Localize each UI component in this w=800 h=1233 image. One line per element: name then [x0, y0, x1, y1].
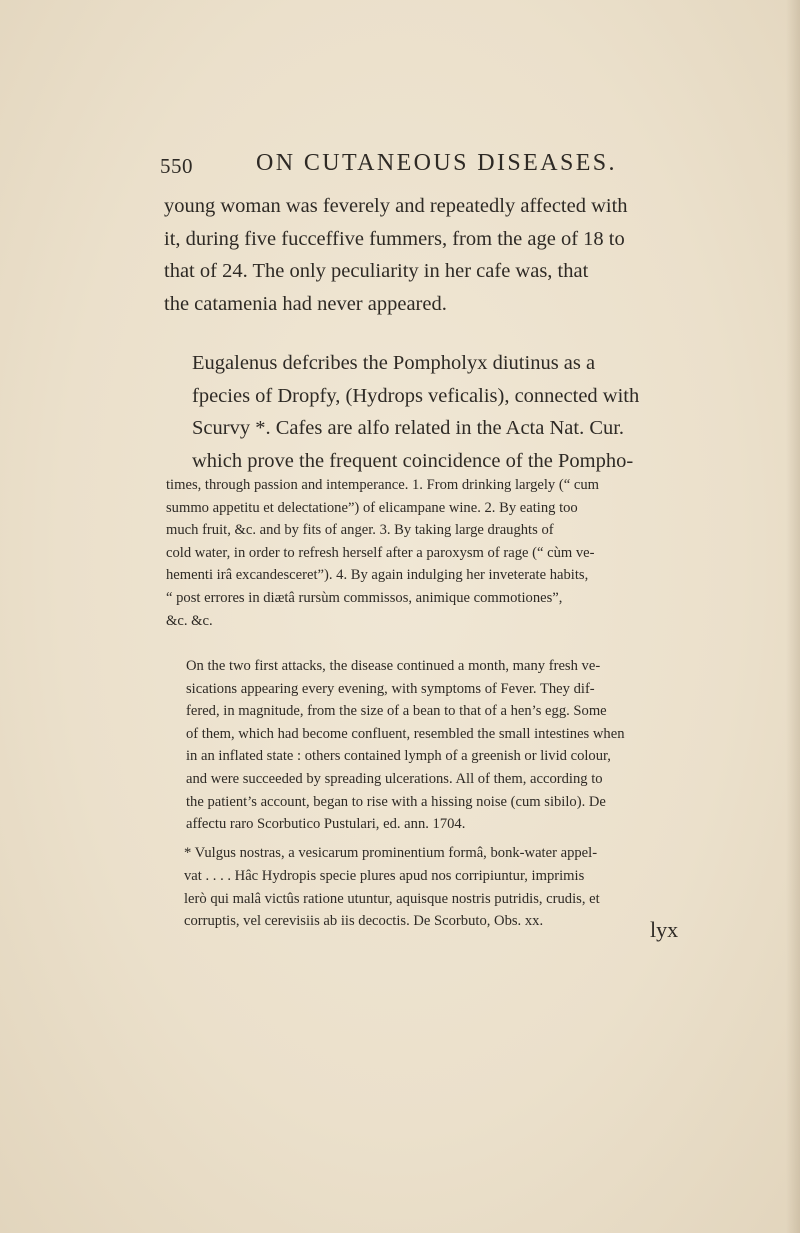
- footnote-line: * Vulgus nostras, a vesicarum prominentium formâ, bonk-water appel-: [184, 845, 598, 861]
- note-line: the patient’s account, began to rise with a hissing noise (cum sibilo). De: [186, 793, 606, 810]
- note-line: sications appearing every evening, with symptoms of Fever. They dif-: [186, 680, 595, 697]
- note-line: On the two first attacks, the disease continued a month, many fresh ve-: [186, 658, 601, 674]
- body-paragraph-1: [164, 190, 704, 320]
- note-paragraph-2: [166, 655, 704, 836]
- note-line: and were succeeded by spreading ulcerations. All of them, according to: [186, 770, 603, 787]
- note-line: times, through passion and intemperance. 1. From drinking largely (“ cum: [166, 477, 599, 493]
- body-line: which prove the frequent coincidence of the Pompho-: [192, 449, 634, 472]
- footnote-line: lerò qui malâ victûs ratione utuntur, aquisque nostris putridis, crudis, et: [184, 890, 600, 907]
- footnote-line: corruptis, vel cerevisiis ab iis decoctis. De Scorbuto, Obs. xx.: [184, 913, 544, 930]
- note-paragraph-1: [166, 474, 704, 632]
- note-line: of them, which had become confluent, resembled the small intestines when: [186, 725, 625, 742]
- page-number: 550: [160, 154, 193, 178]
- note-line: &c. &c.: [166, 612, 213, 629]
- note-line: in an inflated state : others contained lymph of a greenish or livid colour,: [186, 748, 611, 765]
- footnote-line: vat . . . . Hâc Hydropis specie plures apud nos corripiuntur, imprimis: [184, 867, 585, 884]
- note-line: fered, in magnitude, from the size of a bean to that of a hen’s egg. Some: [186, 703, 607, 720]
- running-title: ON CUTANEOUS DISEASES.: [256, 150, 617, 176]
- note-line: hementi irâ excandesceret”). 4. By again indulging her inveterate habits,: [166, 567, 589, 584]
- body-line: the catamenia had never appeared.: [164, 292, 447, 315]
- note-line: cold water, in order to refresh herself after a paroxysm of rage (“ cùm ve-: [166, 544, 595, 561]
- body-line: that of 24. The only peculiarity in her cafe was, that: [164, 260, 589, 283]
- body-line: young woman was feverely and repeatedly affected with: [164, 195, 628, 217]
- page-header: [160, 150, 720, 180]
- note-line: affectu raro Scorbutico Pustulari, ed. ann. 1704.: [186, 816, 466, 833]
- page-edge-shadow: [786, 0, 800, 1233]
- note-line: summo appetitu et delectatione”) of elicampane wine. 2. By eating too: [166, 499, 578, 516]
- body-paragraph-2: [164, 347, 704, 477]
- body-line: Scurvy *. Cafes are alfo related in the Acta Nat. Cur.: [192, 417, 625, 440]
- body-line: Eugalenus defcribes the Pompholyx diutinus as a: [192, 352, 596, 374]
- note-line: much fruit, &c. and by fits of anger. 3. By taking large draughts of: [166, 522, 554, 539]
- body-line: fpecies of Dropfy, (Hydrops veficalis), connected with: [192, 384, 640, 407]
- note-line: “ post errores in diætâ rursùm commissos, animique commotiones”,: [166, 589, 563, 606]
- footnote: [166, 842, 704, 933]
- catchword: lyx: [650, 917, 679, 942]
- body-line: it, during five fucceffive fummers, from the age of 18 to: [164, 227, 625, 250]
